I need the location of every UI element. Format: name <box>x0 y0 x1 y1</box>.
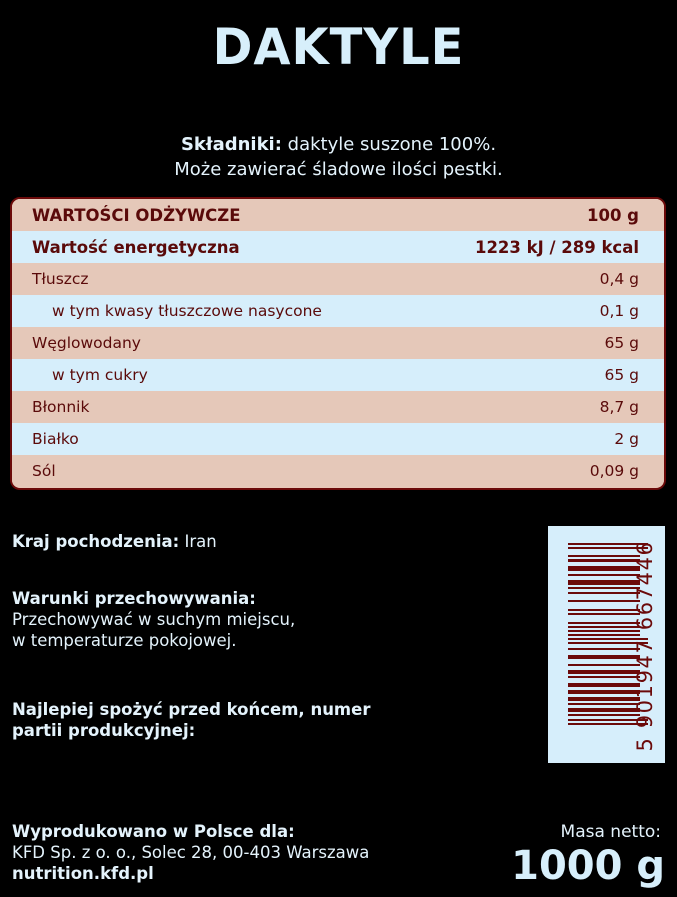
origin-info <box>12 531 217 552</box>
table-row <box>12 391 664 423</box>
nutrient-label: Sól <box>32 462 56 480</box>
table-row <box>12 231 664 263</box>
nutrient-value: 8,7 g <box>599 398 639 416</box>
origin-label: Kraj pochodzenia: <box>12 532 180 551</box>
manufacturer-label: Wyprodukowano w Polsce dla: <box>12 822 295 841</box>
table-row <box>12 423 664 455</box>
manufacturer-info <box>12 821 369 884</box>
ingredients-line-1 <box>0 132 677 157</box>
nutrient-value: 2 g <box>614 430 639 448</box>
storage-label: Warunki przechowywania: <box>12 589 256 608</box>
nutrient-value: 65 g <box>604 366 639 384</box>
nutrient-label: Białko <box>32 430 79 448</box>
table-row <box>12 327 664 359</box>
nutrition-header-row <box>12 199 664 231</box>
ingredients-line-2: Może zawierać śladowe ilości pestki. <box>174 159 503 180</box>
nutrient-value: 65 g <box>604 334 639 352</box>
nutrition-header-label: WARTOŚCI ODŻYWCZE <box>32 205 241 225</box>
nutrient-label: Węglowodany <box>32 334 141 352</box>
net-mass-value: 1000 g <box>511 843 665 889</box>
manufacturer-website: nutrition.kfd.pl <box>12 864 154 883</box>
ingredients-label: Składniki: <box>180 134 282 155</box>
ingredients-text: daktyle suszone 100%. <box>281 134 497 155</box>
nutrient-label: Wartość energetyczna <box>32 237 240 257</box>
best-before-line-2: partii produkcyjnej: <box>12 721 196 740</box>
table-row <box>12 295 664 327</box>
nutrition-header-value: 100 g <box>587 205 639 225</box>
nutrient-label: Błonnik <box>32 398 90 416</box>
nutrient-label: Tłuszcz <box>32 270 89 288</box>
nutrient-value: 0,09 g <box>589 462 639 480</box>
table-row <box>12 263 664 295</box>
nutrient-value: 0,1 g <box>599 302 639 320</box>
product-title: DAKTYLE <box>212 18 465 76</box>
storage-info <box>12 588 295 651</box>
barcode-number: 5 901947 667446 <box>633 540 657 752</box>
ingredients-block <box>0 132 677 182</box>
best-before-info <box>12 699 370 741</box>
table-row <box>12 455 664 487</box>
nutrient-value: 0,4 g <box>599 270 639 288</box>
nutrient-value: 1223 kJ / 289 kcal <box>474 237 639 257</box>
nutrient-label: w tym cukry <box>52 366 148 384</box>
storage-line-1: Przechowywać w suchym miejscu, <box>12 610 296 629</box>
nutrient-label: w tym kwasy tłuszczowe nasycone <box>52 302 322 320</box>
storage-line-2: w temperaturze pokojowej. <box>12 631 237 650</box>
barcode <box>548 526 665 763</box>
origin-value: Iran <box>179 532 217 551</box>
best-before-line-1: Najlepiej spożyć przed końcem, numer <box>12 700 371 719</box>
nutrition-table <box>10 197 666 490</box>
manufacturer-address: KFD Sp. z o. o., Solec 28, 00-403 Warszawa <box>12 843 370 862</box>
table-row <box>12 359 664 391</box>
net-mass-label: Masa netto: <box>560 822 661 842</box>
